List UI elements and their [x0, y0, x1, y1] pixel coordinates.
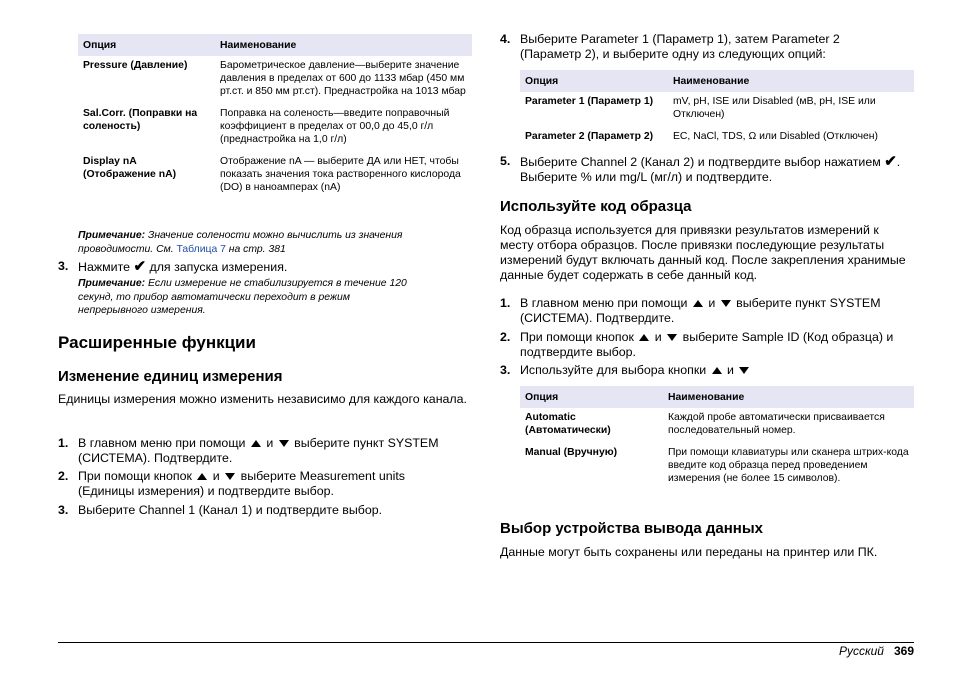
step-text: При помощи кнопок — [520, 330, 638, 344]
table-cell-description: EC, NaCl, TDS, Ω или Disabled (Отключен) — [673, 131, 878, 142]
table-cell-description: mV, pH, ISE или Disabled (мВ, pH, ISE или Отключен) — [673, 96, 876, 120]
step-number: 5. — [500, 154, 511, 168]
footer-divider — [58, 642, 914, 643]
table-row — [78, 56, 472, 104]
down-arrow-icon — [739, 367, 749, 374]
step-number: 4. — [500, 32, 511, 46]
table-row — [78, 152, 472, 200]
up-arrow-icon — [693, 300, 703, 307]
step-text: Выберите Parameter 1 (Параметр 1), затем Parameter 2 (Параметр 2), и выберите одну из следующих опций: — [520, 32, 840, 61]
table-header-option: Опция — [520, 70, 668, 92]
check-icon: ✔ — [884, 153, 897, 170]
step-text: В главном меню при помощи — [520, 296, 691, 310]
table-cell-option: Parameter 1 (Параметр 1) — [525, 96, 654, 107]
step-text: Используйте для выбора кнопки — [520, 363, 710, 377]
paragraph-sample-id: Код образца используется для привязки результатов измерений к месту отбора образцов. После привязки последующие результаты измерений будут включать данный код. После закрепления хранимые данные будет содержать в себе данный код. — [500, 223, 906, 282]
step-number: 2. — [58, 469, 69, 483]
step-text: Выберите Channel 2 (Канал 2) и подтвердите выбор нажатием — [520, 155, 885, 169]
table-link[interactable]: Таблица 7 — [176, 243, 226, 255]
options-table-2 — [520, 70, 914, 149]
paragraph-units: Единицы измерения можно изменить независимо для каждого канала. — [58, 392, 467, 406]
table-cell-description: Каждой пробе автоматически присваивается последовательный номер. — [668, 412, 885, 436]
table-cell-option: Manual (Вручную) — [525, 447, 618, 458]
page-footer — [839, 644, 914, 658]
step-text: и — [651, 330, 666, 344]
options-table-1 — [78, 34, 472, 200]
down-arrow-icon — [225, 473, 235, 480]
table-row — [520, 408, 914, 443]
footer-language: Русский — [838, 644, 884, 658]
step-number: 3. — [500, 363, 511, 377]
heading-sample-id: Используйте код образца — [500, 198, 692, 215]
table-cell-description: Отображение nA — выберите ДА или НЕТ, чтобы показать значения тока растворенного кислорода (DO) в наноамперах (nA) — [220, 156, 461, 193]
table-row — [520, 127, 914, 149]
table-cell-description: Поправка на соленость—введите поправочный коэффициент в пределах от 00,0 до 45,0 г/л (преднастройка на 1,0 г/л) — [220, 108, 450, 145]
step-number: 3. — [58, 259, 69, 273]
page-number: 369 — [893, 644, 914, 658]
step-text: выберите пункт SYSTEM (СИСТЕМА). Подтвердите. — [520, 296, 881, 325]
up-arrow-icon — [712, 367, 722, 374]
table-row — [78, 104, 472, 152]
step-text: Выберите Channel 1 (Канал 1) и подтвердите выбор. — [78, 503, 383, 517]
note-text: Если измерение не стабилизируется в течение 120 секунд, то прибор автоматически переходит в режим непрерывного измерения. — [78, 278, 407, 316]
step-number: 1. — [58, 436, 69, 450]
step-number: 2. — [500, 330, 511, 344]
step-text: выберите Sample ID (Код образца) и подтвердите выбор. — [520, 330, 894, 359]
step-text: Нажмите — [78, 260, 134, 274]
step-text: выберите пункт SYSTEM (СИСТЕМА). Подтвердите. — [78, 436, 439, 465]
step-text: . Выберите % или mg/L (мг/л) и подтвердите. — [520, 155, 901, 184]
table-cell-option: Automatic (Автоматически) — [525, 412, 611, 436]
table-cell-option: Sal.Corr. (Поправки на соленость) — [83, 108, 198, 132]
table-cell-option: Pressure (Давление) — [83, 60, 188, 71]
down-arrow-icon — [667, 334, 677, 341]
table-row — [520, 92, 914, 127]
table-cell-option: Parameter 2 (Параметр 2) — [525, 131, 654, 142]
up-arrow-icon — [251, 440, 261, 447]
step-text: выберите Measurement units (Единицы измерения) и подтвердите выбор. — [78, 469, 406, 498]
table-header-option: Опция — [78, 34, 215, 56]
table-header-option: Опция — [520, 386, 663, 408]
table-cell-description: Барометрическое давление—выберите значение давления в пределах от 600 до 1133 мбар (450 мм рт.ст. и 850 мм рт.ст). Преднастройка на 1013 мбар — [220, 60, 466, 97]
table-header-description: Наименование — [215, 34, 472, 56]
table-cell-description: При помощи клавиатуры или сканера штрих-кода введите код образца перед проведением измерения (не более 15 символов). — [668, 447, 909, 484]
note-salinity — [78, 229, 448, 256]
heading-output-device: Выбор устройства вывода данных — [500, 520, 764, 537]
table-row — [520, 443, 914, 491]
note-tail: на стр. 381 — [225, 243, 286, 255]
step-text: и — [704, 296, 719, 310]
options-table-3 — [520, 386, 914, 491]
step-text: и — [723, 363, 738, 377]
down-arrow-icon — [279, 440, 289, 447]
table-header-description: Наименование — [663, 386, 914, 408]
step-text: и — [209, 469, 224, 483]
step-number: 1. — [500, 296, 511, 310]
table-cell-option: Display nA (Отображение nA) — [83, 156, 177, 180]
step-text: для запуска измерения. — [146, 260, 288, 274]
up-arrow-icon — [639, 334, 649, 341]
note-text: Значение солености можно вычислить из значения проводимости. См. — [78, 230, 403, 255]
note-label: Примечание: — [78, 230, 146, 241]
step-number: 3. — [58, 503, 69, 517]
note-label: Примечание: — [78, 278, 146, 289]
step-text: В главном меню при помощи — [78, 436, 249, 450]
down-arrow-icon — [721, 300, 731, 307]
step-text: и — [262, 436, 277, 450]
up-arrow-icon — [197, 473, 207, 480]
heading-units: Изменение единиц измерения — [58, 368, 283, 385]
check-icon: ✔ — [133, 258, 147, 275]
step-text: При помощи кнопок — [78, 469, 196, 483]
note-stabilization — [78, 277, 418, 318]
paragraph-output-device: Данные могут быть сохранены или переданы на принтер или ПК. — [500, 545, 878, 559]
heading-advanced: Расширенные функции — [58, 333, 256, 352]
table-header-description: Наименование — [668, 70, 914, 92]
